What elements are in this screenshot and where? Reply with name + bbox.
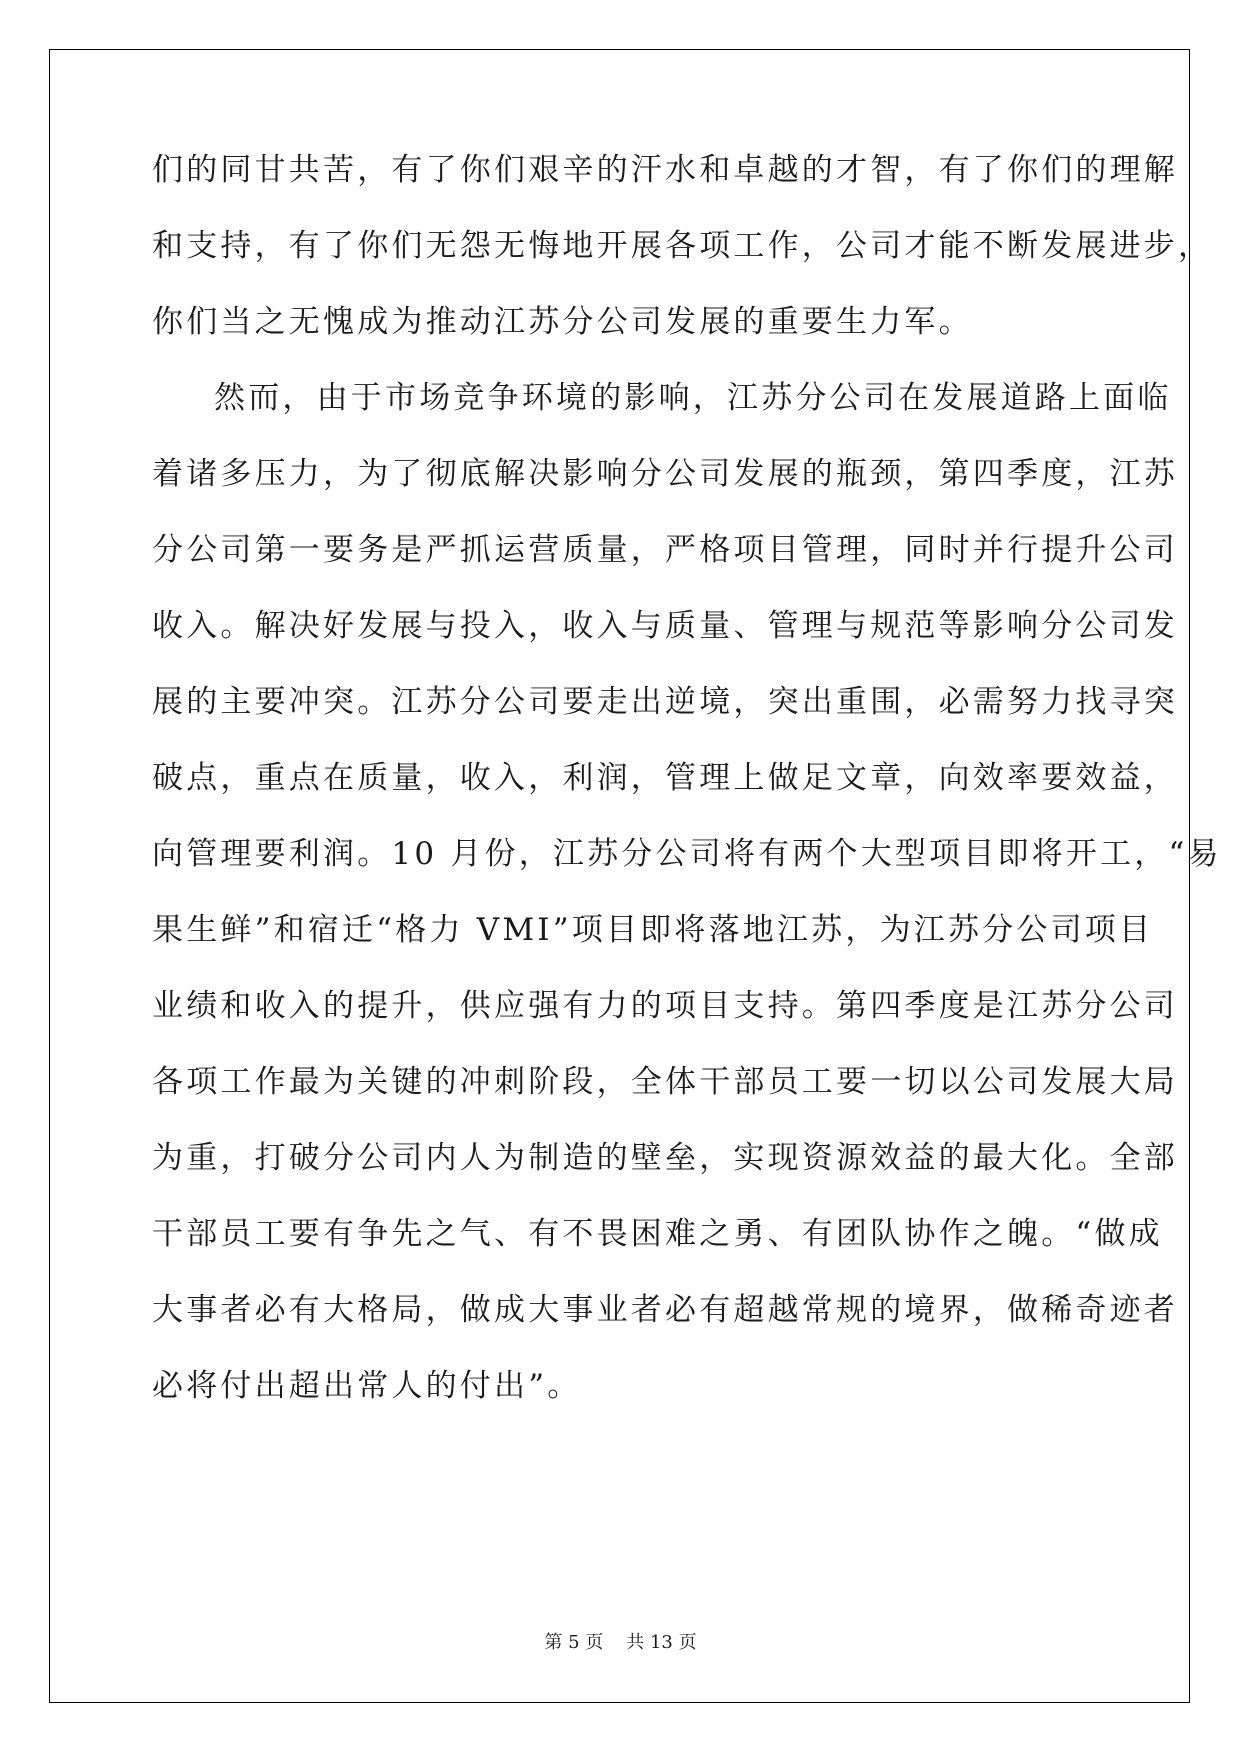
text-line: 必将付出超出常人的付出”。 (152, 1368, 582, 1404)
text-line: 们的同甘共苦，有了你们艰辛的汗水和卓越的才智，有了你们的理解 (152, 152, 1178, 188)
text-line: 大事者必有大格局，做成大事业者必有超越常规的境界，做稀奇迹者 (152, 1292, 1178, 1328)
text-line: 业绩和收入的提升，供应强有力的项目支持。第四季度是江苏分公司 (152, 988, 1178, 1024)
text-line: 破点，重点在质量，收入，利润，管理上做足文章，向效率要效益， (152, 760, 1178, 796)
text-line: 着诸多压力，为了彻底解决影响分公司发展的瓶颈，第四季度，江苏 (152, 456, 1178, 492)
text-line: 向管理要利润。10 月份，江苏分公司将有两个大型项目即将开工，“易 (152, 836, 1222, 872)
page-total: 共 13 页 (626, 1632, 697, 1653)
text-line: 和支持，有了你们无怨无悔地开展各项工作，公司才能不断发展进步， (152, 228, 1213, 264)
text-line: 各项工作最为关键的冲刺阶段，全体干部员工要一切以公司发展大局 (152, 1064, 1178, 1100)
text-line: 分公司第一要务是严抓运营质量，严格项目管理，同时并行提升公司 (152, 532, 1178, 568)
page-number: 第 5 页 (544, 1632, 604, 1653)
page-border (49, 49, 1222, 1703)
text-line: 干部员工要有争先之气、有不畏困难之勇、有团队协作之魄。“做成 (152, 1216, 1163, 1252)
paragraph-first-line: 然而，由于市场竞争环境的影响，江苏分公司在发展道路上面临 (214, 380, 1172, 416)
text-line: 展的主要冲突。江苏分公司要走出逆境，突出重围，必需努力找寻突 (152, 684, 1178, 720)
text-line: 你们当之无愧成为推动江苏分公司发展的重要生力军。 (152, 304, 973, 340)
text-line: 果生鲜”和宿迁“格力 VMI”项目即将落地江苏，为江苏分公司项目 (152, 912, 1154, 948)
text-line: 为重，打破分公司内人为制造的壁垒，实现资源效益的最大化。全部 (152, 1140, 1178, 1176)
page-footer (0, 1632, 1241, 1654)
text-line: 收入。解决好发展与投入，收入与质量、管理与规范等影响分公司发 (152, 608, 1178, 644)
